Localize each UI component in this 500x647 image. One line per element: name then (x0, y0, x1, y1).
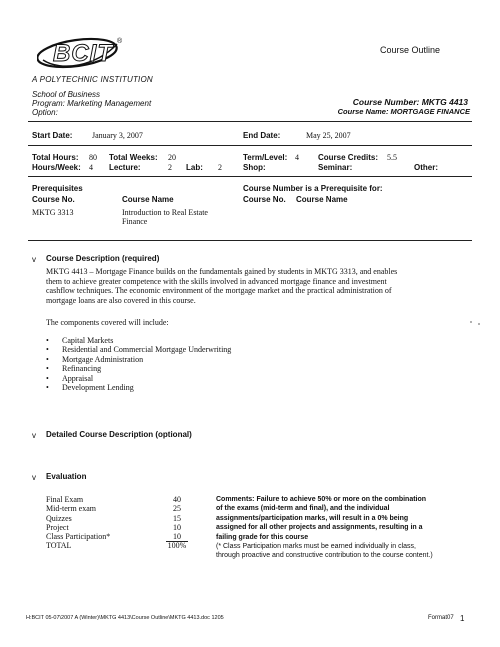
prereq-course-name: Introduction to Real Estate Finance (122, 208, 208, 226)
comment-line: failing grade for this course (216, 533, 309, 541)
evaluation-total-label: TOTAL (46, 541, 72, 551)
evaluation-row (46, 514, 196, 523)
course-name: Course Name: MORTGAGE FINANCE (337, 107, 470, 116)
prereq-course-no-label: Course No. (32, 195, 75, 204)
credits-label: Course Credits: (318, 153, 379, 162)
other-label: Other: (414, 163, 438, 172)
total-weeks-value: 20 (168, 153, 176, 162)
term-label: Term/Level: (243, 153, 288, 162)
description-line: MKTG 4413 – Mortgage Finance builds on the fundamentals gained by students in MKTG 3313, and enables (46, 267, 398, 276)
evaluation-item-value: 10 (166, 532, 188, 542)
option-line: Option: (32, 108, 58, 117)
is-prereq-heading: Course Number is a Prerequisite for: (243, 184, 383, 193)
evaluation-heading: Evaluation (46, 472, 87, 481)
evaluation-row (46, 523, 196, 532)
lab-label: Lab: (186, 163, 203, 172)
prereq-rule (28, 240, 472, 241)
term-value: 4 (295, 153, 299, 162)
evaluation-row (46, 495, 196, 504)
list-item: • Mortgage Administration (46, 355, 231, 364)
list-item: • Capital Markets (46, 336, 231, 345)
lecture-label: Lecture: (109, 163, 141, 172)
hours-rule (28, 176, 472, 177)
evaluation-table (46, 495, 196, 551)
evaluation-item-label: Class Participation* (46, 532, 111, 542)
section-marker: v (32, 473, 36, 482)
lab-value: 2 (218, 163, 222, 172)
scan-speck (478, 323, 480, 325)
evaluation-item-value: 40 (173, 495, 181, 504)
evaluation-item-label: Final Exam (46, 495, 84, 504)
course-number: Course Number: MKTG 4413 (352, 97, 468, 107)
hours-week-value: 4 (89, 163, 93, 172)
dates-rule (28, 145, 472, 146)
description-line: them to achieve greater competence with the skills involved in advanced mortgage finance and investment (46, 276, 387, 286)
doc-title: Course Outline (380, 45, 441, 55)
detailed-description-heading: Detailed Course Description (optional) (46, 430, 192, 439)
comment-line: Comments: Failure to achieve 50% or more on the combination (216, 496, 427, 503)
comment-line: of the exams (mid-term and final), and the individual (216, 505, 390, 513)
bcit-logo (37, 36, 121, 70)
prereq-heading: Prerequisites (32, 184, 83, 193)
comment-line: (* Class Participation marks must be earned individually in class, (216, 543, 416, 551)
components-list (46, 336, 231, 392)
course-description-text (46, 267, 397, 305)
footer-file-path: H:BCIT 05-07\2007 A (Winter)\MKTG 4413\Course Outline\MKTG 4413.doc 1205 (26, 615, 224, 621)
credits-value: 5.5 (387, 153, 397, 162)
footer-format: Format07 (428, 615, 454, 621)
evaluation-comments (216, 495, 476, 561)
list-item: • Appraisal (46, 374, 231, 383)
logo-wordmark: BCIT (53, 40, 113, 67)
seminar-label: Seminar: (318, 163, 353, 172)
evaluation-row (46, 532, 196, 541)
lecture-value: 2 (168, 163, 172, 172)
evaluation-row (46, 504, 196, 513)
comment-line: assignments/participation marks, will result in a 0% being (216, 514, 409, 522)
is-prereq-course-no-label: Course No. (243, 195, 286, 204)
scan-speck (470, 321, 472, 323)
tagline: A POLYTECHNIC INSTITUTION (32, 75, 153, 84)
total-hours-value: 80 (89, 153, 97, 162)
comment-line: assigned for all other projects and assignments, resulting in a (216, 524, 423, 532)
list-item: • Residential and Commercial Mortgage Underwriting (46, 345, 231, 354)
evaluation-item-value: 25 (173, 504, 181, 514)
components-intro: The components covered will include: (46, 318, 169, 327)
start-date-value: January 3, 2007 (92, 131, 143, 140)
evaluation-total-value: 100% (167, 541, 187, 551)
prereq-course-name-label: Course Name (122, 195, 174, 204)
header-rule (28, 121, 472, 122)
hours-week-label: Hours/Week: (32, 163, 81, 172)
school-line: School of Business (32, 90, 101, 99)
is-prereq-course-name-label: Course Name (296, 195, 348, 204)
shop-label: Shop: (243, 163, 266, 172)
page-number: 1 (460, 614, 465, 623)
course-description-heading: Course Description (required) (46, 254, 160, 263)
list-item: • Development Lending (46, 383, 231, 392)
section-marker: v (32, 431, 36, 440)
description-line: mortgage loans are also covered in this course. (46, 295, 196, 305)
program-line: Program: Marketing Management (32, 99, 152, 108)
total-hours-label: Total Hours: (32, 153, 79, 162)
comment-line: through proactive and constructive contribution to the course content.) (216, 552, 433, 560)
prereq-course-no: MKTG 3313 (32, 208, 74, 217)
registered-mark: ® (117, 38, 123, 45)
evaluation-item-label: Quizzes (46, 513, 72, 523)
section-marker: v (32, 255, 36, 264)
end-date-label: End Date: (243, 131, 281, 140)
end-date-value: May 25, 2007 (306, 131, 351, 140)
start-date-label: Start Date: (32, 131, 73, 140)
description-line: cashflow techniques. The economic environment of the mortgage market and the practical administration of (46, 286, 392, 295)
evaluation-item-value: 10 (173, 522, 181, 532)
evaluation-total-row (46, 541, 196, 550)
list-item: • Refinancing (46, 364, 231, 373)
evaluation-item-value: 15 (173, 513, 181, 523)
evaluation-item-label: Project (46, 522, 69, 532)
total-weeks-label: Total Weeks: (109, 153, 158, 162)
evaluation-item-label: Mid-term exam (46, 504, 96, 514)
